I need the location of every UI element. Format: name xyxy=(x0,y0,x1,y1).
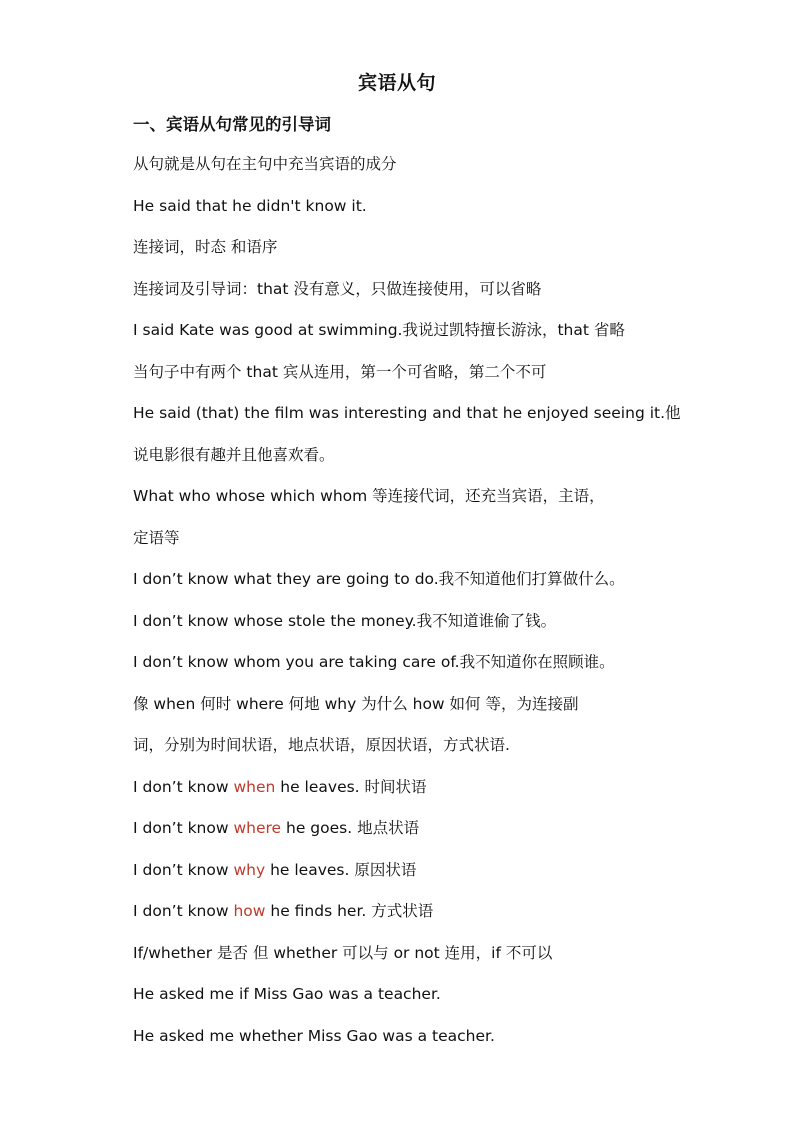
body-line: 词，分别为时间状语，地点状语，原因状语，方式状语. xyxy=(133,736,510,754)
example-why-line xyxy=(133,857,673,899)
body-line: I don’t know what they are going to do.我不知道他们打算做什么。 xyxy=(133,570,625,588)
body-line: He asked me if Miss Gao was a teacher. xyxy=(133,985,441,1003)
example-suffix: he finds her. 方式状语 xyxy=(265,902,434,920)
body-line: 连接词，时态 和语序 xyxy=(133,238,278,256)
body-line: I don’t know whose stole the money.我不知道谁偷了钱。 xyxy=(133,611,557,630)
body-line: He said that he didn't know it. xyxy=(133,196,367,215)
keyword-why: why xyxy=(233,860,266,879)
body-line: What who whose which whom 等连接代词，还充当宾语，主语， xyxy=(133,487,605,505)
example-prefix: I don’t know xyxy=(133,777,234,796)
example-where-line xyxy=(133,815,673,857)
section-heading: 一、宾语从句常见的引导词 xyxy=(133,115,331,134)
body-line: He asked me whether Miss Gao was a teacher. xyxy=(133,1026,495,1045)
keyword-how: how xyxy=(233,902,266,920)
document-body xyxy=(133,151,681,1064)
body-line: If/whether 是否 但 whether 可以与 or not 连用，if 不可以 xyxy=(133,943,553,962)
keyword-when: when xyxy=(233,777,276,796)
example-suffix: he leaves. 原因状语 xyxy=(265,860,417,879)
body-line: 连接词及引导词：that 没有意义，只做连接使用，可以省略 xyxy=(133,279,542,298)
body-line: I don’t know whom you are taking care of.我不知道你在照顾谁。 xyxy=(133,653,615,671)
body-line: 从句就是从句在主句中充当宾语的成分 xyxy=(133,155,397,173)
body-line: 像 when 何时 where 何地 why 为什么 how 如何 等，为连接副 xyxy=(133,694,579,713)
body-line: 当句子中有两个 that 宾从连用，第一个可省略，第二个不可 xyxy=(133,362,547,381)
body-line: 说电影很有趣并且他喜欢看。 xyxy=(133,445,335,464)
body-line: He said (that) the film was interesting and that he enjoyed seeing it.他 xyxy=(133,404,681,422)
example-prefix: I don’t know xyxy=(133,902,234,920)
example-how-line xyxy=(133,898,673,940)
example-prefix: I don’t know xyxy=(133,860,234,879)
example-suffix: he goes. 地点状语 xyxy=(281,819,420,837)
example-suffix: he leaves. 时间状语 xyxy=(275,777,427,796)
body-line: 定语等 xyxy=(133,528,180,547)
example-when-line xyxy=(133,774,673,816)
document-title: 宾语从句 xyxy=(357,72,436,94)
body-line: I said Kate was good at swimming.我说过凯特擅长游泳，that 省略 xyxy=(133,321,625,339)
keyword-where: where xyxy=(233,819,282,837)
example-prefix: I don’t know xyxy=(133,819,234,837)
